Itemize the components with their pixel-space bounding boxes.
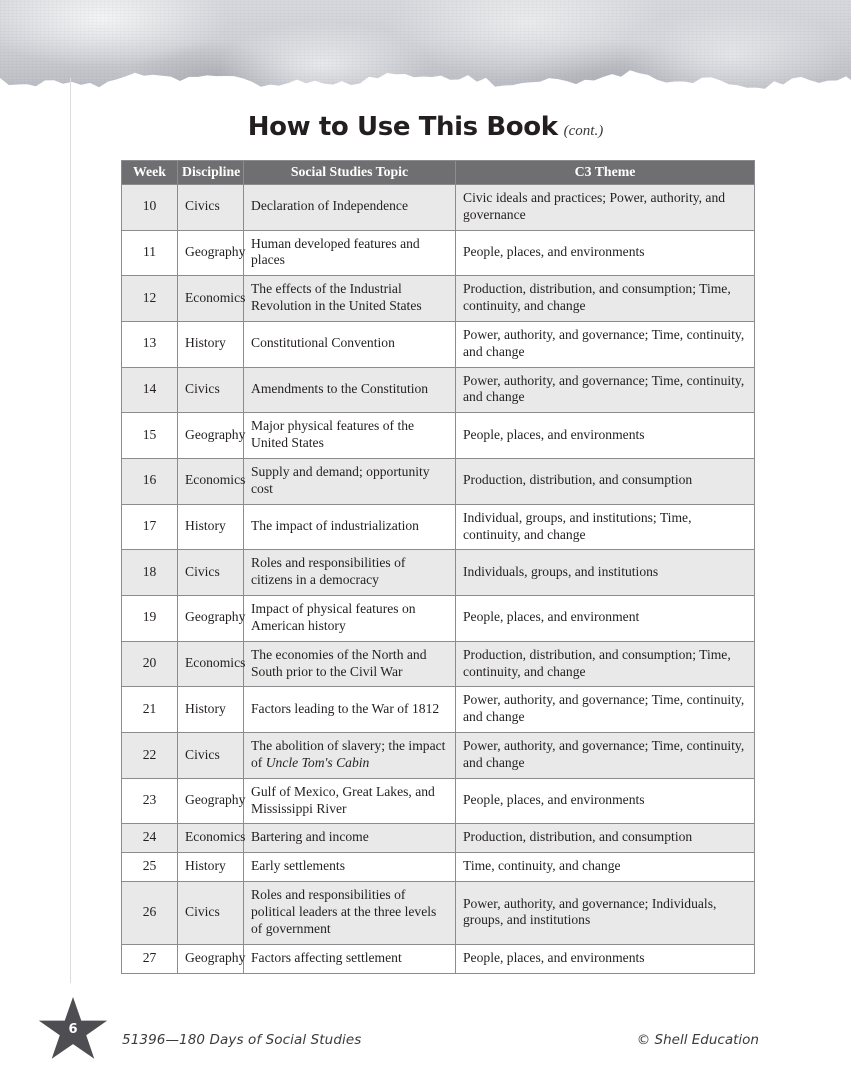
cell-discipline: Economics: [178, 641, 244, 687]
cell-week: 17: [122, 504, 178, 550]
table-row: [122, 321, 755, 367]
page-title-main: How to Use This Book: [247, 112, 558, 142]
table-row: [122, 853, 755, 882]
cell-week: 16: [122, 458, 178, 504]
table-row: [122, 276, 755, 322]
footer-book-title: 51396—180 Days of Social Studies: [122, 1032, 362, 1048]
cell-theme: Power, authority, and governance; Time, continuity, and change: [456, 321, 755, 367]
cell-week: 26: [122, 882, 178, 945]
cell-topic: Supply and demand; opportunity cost: [244, 458, 456, 504]
weekly-schedule-table: [121, 160, 755, 974]
cell-topic: Roles and responsibilities of citizens in a democracy: [244, 550, 456, 596]
cell-week: 14: [122, 367, 178, 413]
cell-week: 24: [122, 824, 178, 853]
table-body: [122, 184, 755, 973]
table-row: [122, 778, 755, 824]
cell-theme: Production, distribution, and consumption: [456, 458, 755, 504]
cell-topic-italic-title: Uncle Tom's Cabin: [265, 754, 370, 770]
cell-discipline: History: [178, 321, 244, 367]
table-row: [122, 944, 755, 973]
table-row: [122, 641, 755, 687]
cell-theme: Production, distribution, and consumption; Time, continuity, and change: [456, 276, 755, 322]
column-header-c3-theme: C3 Theme: [456, 161, 755, 185]
cell-discipline: Geography: [178, 778, 244, 824]
table-row: [122, 458, 755, 504]
cell-discipline: Geography: [178, 944, 244, 973]
cell-week: 20: [122, 641, 178, 687]
cell-topic: Amendments to the Constitution: [244, 367, 456, 413]
footer-copyright: © Shell Education: [636, 1032, 759, 1048]
table-row: [122, 230, 755, 276]
cell-theme: Individual, groups, and institutions; Time, continuity, and change: [456, 504, 755, 550]
cell-discipline: Civics: [178, 882, 244, 945]
cell-week: 10: [122, 184, 178, 230]
cell-topic: The effects of the Industrial Revolution in the United States: [244, 276, 456, 322]
table-row: [122, 184, 755, 230]
torn-paper-grain: [0, 0, 851, 92]
cell-discipline: History: [178, 504, 244, 550]
cell-week: 21: [122, 687, 178, 733]
table-row: [122, 882, 755, 945]
cell-theme: Production, distribution, and consumption; Time, continuity, and change: [456, 641, 755, 687]
cell-theme: People, places, and environment: [456, 596, 755, 642]
cell-topic: The abolition of slavery; the impact of Uncle Tom's Cabin: [244, 733, 456, 779]
cell-discipline: Geography: [178, 413, 244, 459]
cell-theme: Production, distribution, and consumption: [456, 824, 755, 853]
table-header-row: [122, 161, 755, 185]
table-row: [122, 596, 755, 642]
page-number-star-badge: [38, 997, 108, 1064]
table-row: [122, 824, 755, 853]
cell-discipline: Geography: [178, 230, 244, 276]
cell-discipline: Civics: [178, 733, 244, 779]
cell-discipline: Economics: [178, 276, 244, 322]
cell-topic: Major physical features of the United States: [244, 413, 456, 459]
cell-theme: Power, authority, and governance; Time, continuity, and change: [456, 367, 755, 413]
cell-theme: Power, authority, and governance; Time, continuity, and change: [456, 687, 755, 733]
cell-week: 27: [122, 944, 178, 973]
left-margin-rule: [70, 78, 71, 983]
cell-theme: People, places, and environments: [456, 944, 755, 973]
cell-discipline: Geography: [178, 596, 244, 642]
page-title: [0, 112, 851, 142]
cell-topic: Early settlements: [244, 853, 456, 882]
cell-theme: Power, authority, and governance; Time, continuity, and change: [456, 733, 755, 779]
table-row: [122, 687, 755, 733]
cell-theme: Civic ideals and practices; Power, authority, and governance: [456, 184, 755, 230]
cell-theme: People, places, and environments: [456, 413, 755, 459]
table-header: [122, 161, 755, 185]
cell-week: 18: [122, 550, 178, 596]
cell-topic: Gulf of Mexico, Great Lakes, and Mississippi River: [244, 778, 456, 824]
cell-week: 22: [122, 733, 178, 779]
cell-topic: Bartering and income: [244, 824, 456, 853]
cell-discipline: Economics: [178, 824, 244, 853]
torn-paper-header-graphic: [0, 0, 851, 92]
cell-theme: People, places, and environments: [456, 230, 755, 276]
cell-topic: Declaration of Independence: [244, 184, 456, 230]
cell-theme: People, places, and environments: [456, 778, 755, 824]
table-row: [122, 413, 755, 459]
cell-topic: The economies of the North and South prior to the Civil War: [244, 641, 456, 687]
cell-theme: Time, continuity, and change: [456, 853, 755, 882]
page-title-continued-note: (cont.): [563, 123, 604, 139]
cell-topic: The impact of industrialization: [244, 504, 456, 550]
cell-week: 25: [122, 853, 178, 882]
table-row: [122, 550, 755, 596]
table-row: [122, 733, 755, 779]
cell-week: 13: [122, 321, 178, 367]
cell-discipline: History: [178, 687, 244, 733]
column-header-social-studies-topic: Social Studies Topic: [244, 161, 456, 185]
table-row: [122, 504, 755, 550]
table-row: [122, 367, 755, 413]
cell-week: 23: [122, 778, 178, 824]
cell-topic: Roles and responsibilities of political leaders at the three levels of government: [244, 882, 456, 945]
cell-topic: Factors leading to the War of 1812: [244, 687, 456, 733]
cell-discipline: History: [178, 853, 244, 882]
cell-discipline: Civics: [178, 184, 244, 230]
cell-discipline: Economics: [178, 458, 244, 504]
cell-week: 15: [122, 413, 178, 459]
cell-discipline: Civics: [178, 367, 244, 413]
cell-week: 11: [122, 230, 178, 276]
cell-week: 19: [122, 596, 178, 642]
cell-week: 12: [122, 276, 178, 322]
column-header-discipline: Discipline: [178, 161, 244, 185]
cell-discipline: Civics: [178, 550, 244, 596]
cell-topic: Impact of physical features on American history: [244, 596, 456, 642]
cell-topic: Factors affecting settlement: [244, 944, 456, 973]
cell-topic: Human developed features and places: [244, 230, 456, 276]
cell-theme: Individuals, groups, and institutions: [456, 550, 755, 596]
cell-theme: Power, authority, and governance; Individuals, groups, and institutions: [456, 882, 755, 945]
cell-topic: Constitutional Convention: [244, 321, 456, 367]
page-number: 6: [68, 1022, 78, 1037]
column-header-week: Week: [122, 161, 178, 185]
